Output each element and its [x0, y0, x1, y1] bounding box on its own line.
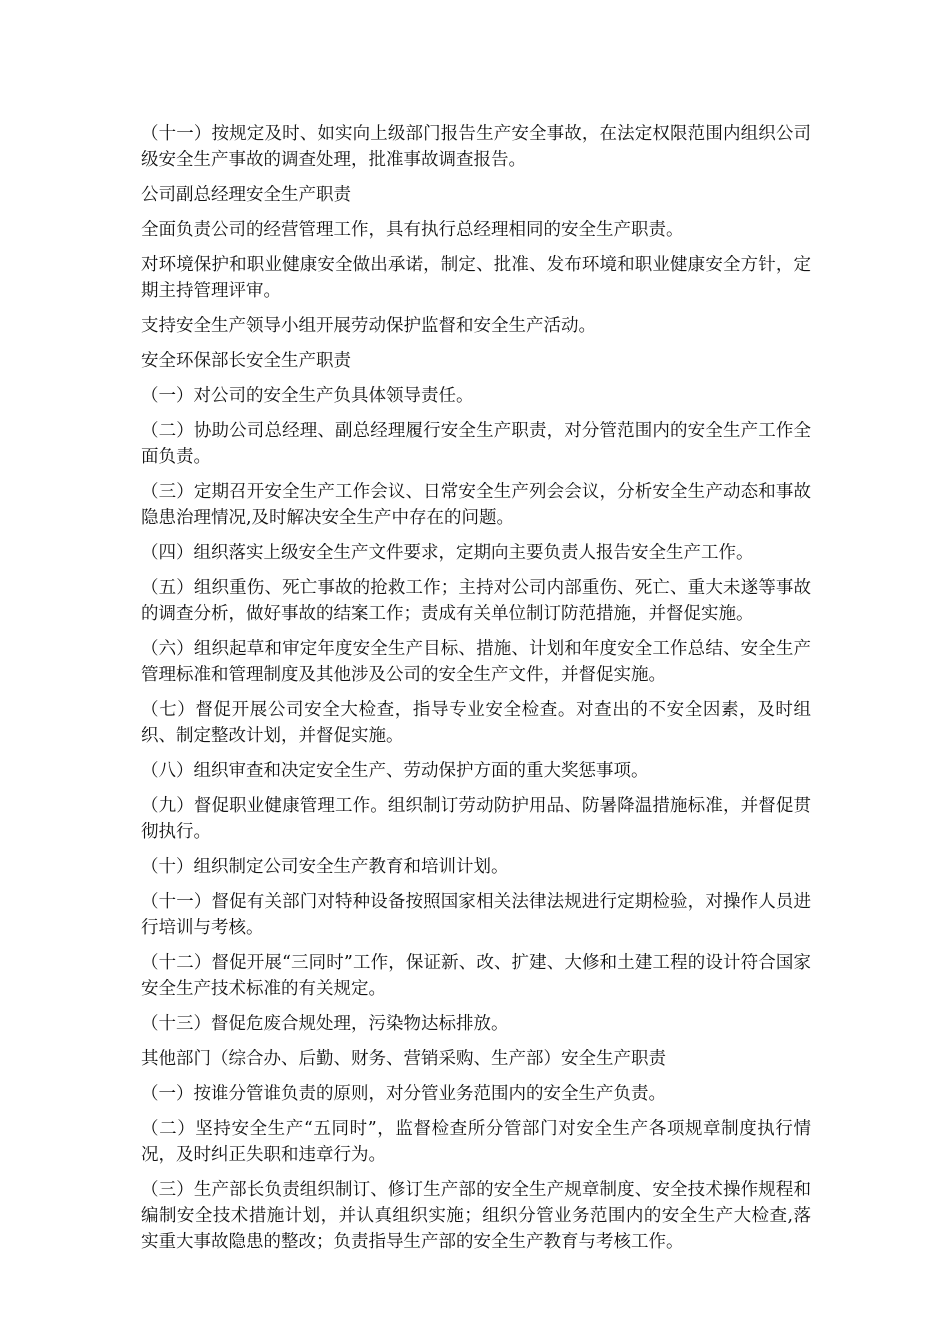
- paragraph: （三）生产部长负责组织制订、修订生产部的安全生产规章制度、安全技术操作规程和编制安全技术措施计划，并认真组织实施；组织分管业务范围内的安全生产大检查,落实重大事故隐患的整改；负责指导生产部的安全生产教育与考核工作。: [141, 1180, 811, 1252]
- paragraph: （三）定期召开安全生产工作会议、日常安全生产列会会议，分析安全生产动态和事故隐患治理情况,及时解决安全生产中存在的问题。: [141, 482, 811, 528]
- paragraph: （六）组织起草和审定年度安全生产目标、措施、计划和年度安全工作总结、安全生产管理标准和管理制度及其他涉及公司的安全生产文件，并督促实施。: [141, 639, 811, 685]
- paragraph: （七）督促开展公司安全大检查，指导专业安全检查。对查出的不安全因素，及时组织、制定整改计划，并督促实施。: [141, 700, 811, 746]
- paragraph: （二）坚持安全生产“五同时”，监督检查所分管部门对安全生产各项规章制度执行情况，及时纠正失职和违章行为。: [141, 1119, 811, 1165]
- paragraph: （十三）督促危废合规处理，污染物达标排放。: [141, 1014, 509, 1034]
- section-heading: 其他部门（综合办、后勤、财务、营销采购、生产部）安全生产职责: [141, 1049, 666, 1069]
- document-body: [141, 121, 811, 1264]
- paragraph: （五）组织重伤、死亡事故的抢救工作；主持对公司内部重伤、死亡、重大未遂等事故的调查分析，做好事故的结案工作；责成有关单位制订防范措施，并督促实施。: [141, 578, 811, 624]
- section-heading: 公司副总经理安全生产职责: [141, 185, 351, 205]
- paragraph: （一）按谁分管谁负责的原则，对分管业务范围内的安全生产负责。: [141, 1084, 666, 1104]
- paragraph: 支持安全生产领导小组开展劳动保护监督和安全生产活动。: [141, 316, 596, 336]
- paragraph: （十）组织制定公司安全生产教育和培训计划。: [141, 857, 509, 877]
- paragraph: （十二）督促开展“三同时”工作，保证新、改、扩建、大修和土建工程的设计符合国家安全生产技术标准的有关规定。: [141, 953, 811, 999]
- section-heading: 安全环保部长安全生产职责: [141, 351, 351, 371]
- paragraph: 全面负责公司的经营管理工作，具有执行总经理相同的安全生产职责。: [141, 220, 684, 240]
- paragraph: （二）协助公司总经理、副总经理履行安全生产职责，对分管范围内的安全生产工作全面负责。: [141, 421, 811, 467]
- paragraph: （九）督促职业健康管理工作。组织制订劳动防护用品、防暑降温措施标准，并督促贯彻执行。: [141, 796, 811, 842]
- paragraph: 对环境保护和职业健康安全做出承诺，制定、批准、发布环境和职业健康安全方针，定期主持管理评审。: [141, 255, 811, 301]
- paragraph: （八）组织审查和决定安全生产、劳动保护方面的重大奖惩事项。: [141, 761, 649, 781]
- paragraph: （一）对公司的安全生产负具体领导责任。: [141, 386, 474, 406]
- paragraph: （十一）督促有关部门对特种设备按照国家相关法律法规进行定期检验，对操作人员进行培训与考核。: [141, 892, 811, 938]
- paragraph: （十一）按规定及时、如实向上级部门报告生产安全事故，在法定权限范围内组织公司级安全生产事故的调查处理，批准事故调查报告。: [141, 124, 811, 170]
- paragraph: （四）组织落实上级安全生产文件要求，定期向主要负责人报告安全生产工作。: [141, 543, 754, 563]
